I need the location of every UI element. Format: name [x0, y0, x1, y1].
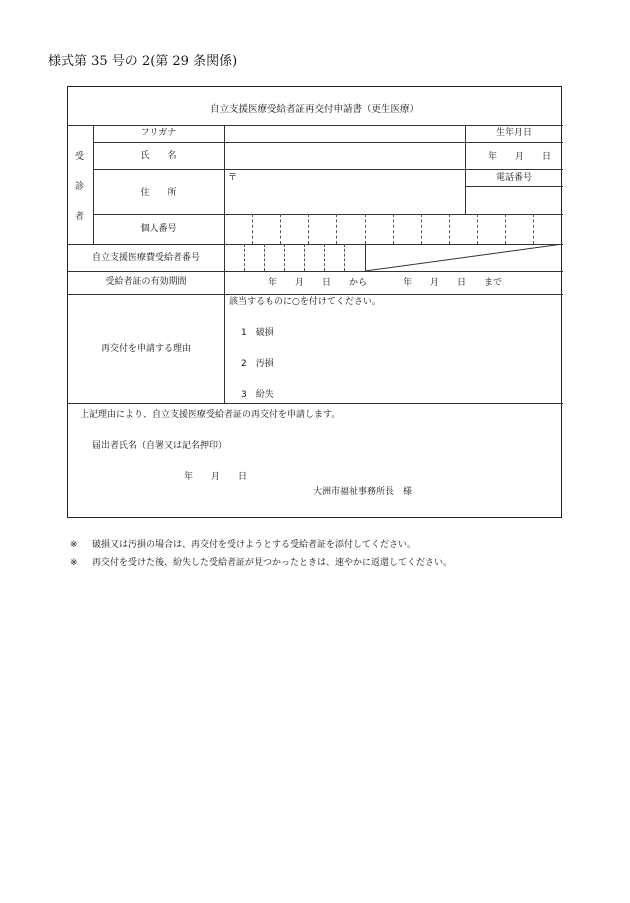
- declaration-text: 上記理由により、自立支援医療受給者証の再交付を申請します。: [80, 410, 341, 420]
- reason-instruction: 該当するものに○を付けてください。: [229, 297, 381, 307]
- rule-phone-label-bottom: [465, 186, 563, 187]
- recipient-number-label: 自立支援医療費受給者番号: [91, 253, 200, 263]
- mynumber-digit-divider: [280, 214, 281, 244]
- birthdate-format: 年 月 日: [488, 152, 552, 162]
- mynumber-digit-divider: [365, 214, 366, 244]
- note-text: 破損又は汚損の場合は、再交付を受けようとする受給者証を添付してください。: [92, 540, 417, 550]
- application-form: [67, 86, 562, 518]
- rule-recipient-no-bottom: [68, 271, 563, 272]
- rule-address-bottom: [93, 214, 563, 215]
- recipient-label-char: 者: [75, 212, 85, 222]
- my-number-label: 個人番号: [140, 224, 177, 234]
- recipient-label-char: 診: [75, 182, 85, 192]
- mynumber-digit-divider: [421, 214, 422, 244]
- name-label: 氏 名: [140, 151, 177, 161]
- phone-label: 電話番号: [495, 173, 532, 183]
- mynumber-digit-divider: [308, 214, 309, 244]
- mynumber-digit-divider: [477, 214, 478, 244]
- validity-period: 年 月 日 から 年 月 日 まで: [268, 278, 503, 288]
- recipient-no-digit-divider: [304, 244, 305, 271]
- form-number: 様式第 35 号の 2(第 29 条関係): [48, 54, 238, 69]
- mynumber-digit-divider: [533, 214, 534, 244]
- note-mark: ※: [70, 558, 78, 568]
- mynumber-digit-divider: [336, 214, 337, 244]
- applicant-name-label: 届出者氏名（自署又は記名押印）: [92, 441, 228, 451]
- mynumber-digit-divider: [252, 214, 253, 244]
- postal-mark: 〒: [228, 173, 238, 183]
- reason-option: 2 汚損: [241, 359, 274, 369]
- note-item: [70, 554, 452, 572]
- note-text: 再交付を受けた後、紛失した受給者証が見つかったときは、速やかに返還してください。: [92, 558, 453, 568]
- recipient-no-digit-divider: [324, 244, 325, 271]
- addressee: 大洲市福祉事務所長 様: [313, 487, 413, 497]
- reason-label: 再交付を申請する理由: [100, 344, 191, 354]
- rule-reason-bottom: [68, 403, 563, 404]
- rule-title-bottom: [68, 125, 563, 126]
- rule-name-bottom: [93, 169, 563, 170]
- address-label: 住 所: [140, 188, 177, 198]
- notes: [70, 536, 452, 572]
- mynumber-digit-divider: [393, 214, 394, 244]
- recipient-no-digit-divider: [244, 244, 245, 271]
- form-title: 自立支援医療受給者証再交付申請書（更生医療）: [209, 104, 419, 115]
- recipient-no-digit-divider: [344, 244, 345, 271]
- birthdate-label: 生年月日: [495, 128, 532, 138]
- recipient-no-digit-divider: [284, 244, 285, 271]
- note-item: [70, 536, 452, 554]
- recipient-label-char: 受: [75, 152, 85, 162]
- mynumber-digit-divider: [449, 214, 450, 244]
- rule-validity-bottom: [68, 294, 563, 295]
- rule-label-col: [224, 125, 225, 403]
- note-mark: ※: [70, 540, 78, 550]
- validity-label: 受給者証の有効期間: [105, 277, 187, 287]
- diagonal-strike: [365, 244, 563, 271]
- application-date: 年 月 日: [184, 472, 248, 482]
- reason-option: 3 紛失: [241, 390, 274, 400]
- reason-option: 1 破損: [241, 328, 274, 338]
- recipient-no-digit-divider: [264, 244, 265, 271]
- mynumber-digit-divider: [505, 214, 506, 244]
- furigana-label: フリガナ: [140, 128, 177, 138]
- rule-furigana-bottom: [93, 142, 563, 143]
